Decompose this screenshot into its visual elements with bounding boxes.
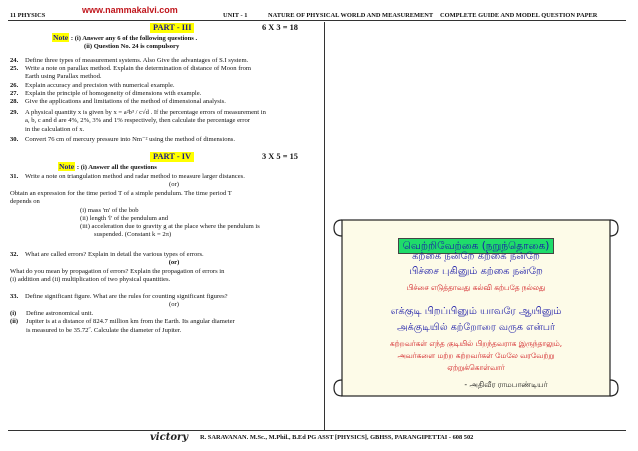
or-separator: (or) [169,301,179,309]
part3-note-line2: (ii) Question No. 24 is compulsory [84,43,180,50]
header-right: COMPLETE GUIDE AND MODEL QUESTION PAPER [440,12,598,19]
question-text: What are called errors? Explain in detail the various types of errors. (or) [25,251,323,268]
header-site-link[interactable]: www.nammakalvi.com [82,5,178,15]
footer-rule [8,430,626,431]
question-number: 26. [10,82,19,89]
or-separator: (or) [169,181,179,189]
question-31 [10,173,323,261]
question-number: 29. [10,109,19,116]
question-number: 24. [10,57,19,64]
part4-note-label: Note [59,162,75,171]
header-rule [8,20,626,21]
scroll-line7: அவர்களை மற்ற கற்றவர்கள் மேலே வரவேற்று [397,351,555,360]
header-unit: UNIT - 1 [223,12,248,19]
question-number: 33. [10,293,19,300]
question-text: A physical quantity x is given by x = a²b³ / c√d . If the percentage errors of measurement in a, b, c and d are 4%, 2%, 3% and 1% respectively, then calculate the percentage error in the calculation of x. [25,109,266,133]
question-text: Convert 76 cm of mercury pressure into Nm⁻² using the method of dimensions. [25,136,236,143]
scroll-author: - அதிவீர ராமபாண்டியர் [464,380,548,389]
question-31-alt: Obtain an expression for the time period T of a simple pendulum. The time period T depends on (i) mass 'm' of the bob (ii) length 'l' of the pendulum and (iii) acceleration due to gravity g at the place where the pendulum is suspended. (Constant k = 2π) [10,190,260,239]
scroll-line2: பிச்சை புகினும் கற்கை நன்றே [409,266,543,277]
question-number: 30. [10,136,19,143]
part3-note [52,34,197,43]
part3-title: PART - III [150,23,194,33]
question-number: 31. [10,173,19,180]
part4-marks: 3 X 5 = 15 [262,152,298,161]
part4-title: PART - IV [150,152,194,162]
question-number: 32. [10,251,19,258]
question-32 [10,251,323,291]
question-number: 25. [10,65,19,72]
page-header [0,6,638,20]
scroll-line4: எக்குடி பிறப்பினும் யாவரே ஆயினும் [390,306,562,317]
scroll-line8: ஏற்றுக்கொள்வார் [447,363,505,372]
question-text: Explain the principle of homogeneity of dimensions with example. [25,90,202,97]
column-divider [324,22,325,430]
part3-note-line1: : (i) Answer any 6 of the following questions . [70,35,198,42]
question-text: Explain accuracy and precision with numerical example. [25,82,175,89]
footer-logo: victory [150,432,189,443]
or-separator: (or) [168,259,180,267]
question-33 [10,293,323,343]
question-29 [10,109,323,135]
header-subject: 11 PHYSICS [10,12,46,19]
question-text: Write a note on parallax method. Explain the determination of distance of Moon from Earth using Parallax method. [25,65,252,81]
part4-note [58,163,157,172]
part3-marks: 6 X 3 = 18 [262,23,298,32]
question-33-alt: (i) Define astronomical unit. (ii) Jupiter is at a distance of 824.7 million km from the Earth. Its angular diameter is measured to be 35.72˝. Calculate the diameter of Jupiter. [10,310,235,334]
scroll-line3: பிச்சை எடுத்தாவது கல்வி கற்பதே நல்லது [406,283,546,292]
scroll-line5: அக்குடியில் கற்றோரை வருக என்பர் [396,322,556,333]
question-text: Define significant figure. What are the rules for counting significant figures? (or) [25,293,323,310]
scroll-line6: கற்றவர்கள் எந்த குடியில் பிறந்தவராக இருந்தாலும், [389,339,563,348]
part3-note-label: Note [53,33,69,42]
header-chapter: NATURE OF PHYSICAL WORLD AND MEASUREMENT [268,12,434,19]
question-number: 27. [10,90,19,97]
part4-note-line1: : (i) Answer all the questions [76,164,157,171]
question-25 [10,65,323,82]
question-number: 28. [10,98,19,105]
question-text: Define three types of measurement systems. Also Give the advantages of S.I system. [25,57,249,64]
scroll-title: வெற்றிவேற்கை (நறுந்தொகை) [398,238,555,254]
question-32-alt: What do you mean by propagation of errors? Explain the propagation of errors in (i) addition and (ii) multiplication of two physical quantities. [10,268,225,284]
question-text: Give the applications and limitations of the method of dimensional analysis. [25,98,226,105]
scroll-line1: கற்கை நன்றே கற்கை நன்றே [412,251,540,262]
tamil-quote-scroll [326,210,626,410]
question-text: Write a note on triangulation method and radar method to measure larger distances. (or) [25,173,323,190]
footer-text: R. SARAVANAN. M.Sc., M.Phil., B.Ed PG ASST [PHYSICS], GBHSS, PARANGIPETTAI - 608 502 [200,434,474,441]
